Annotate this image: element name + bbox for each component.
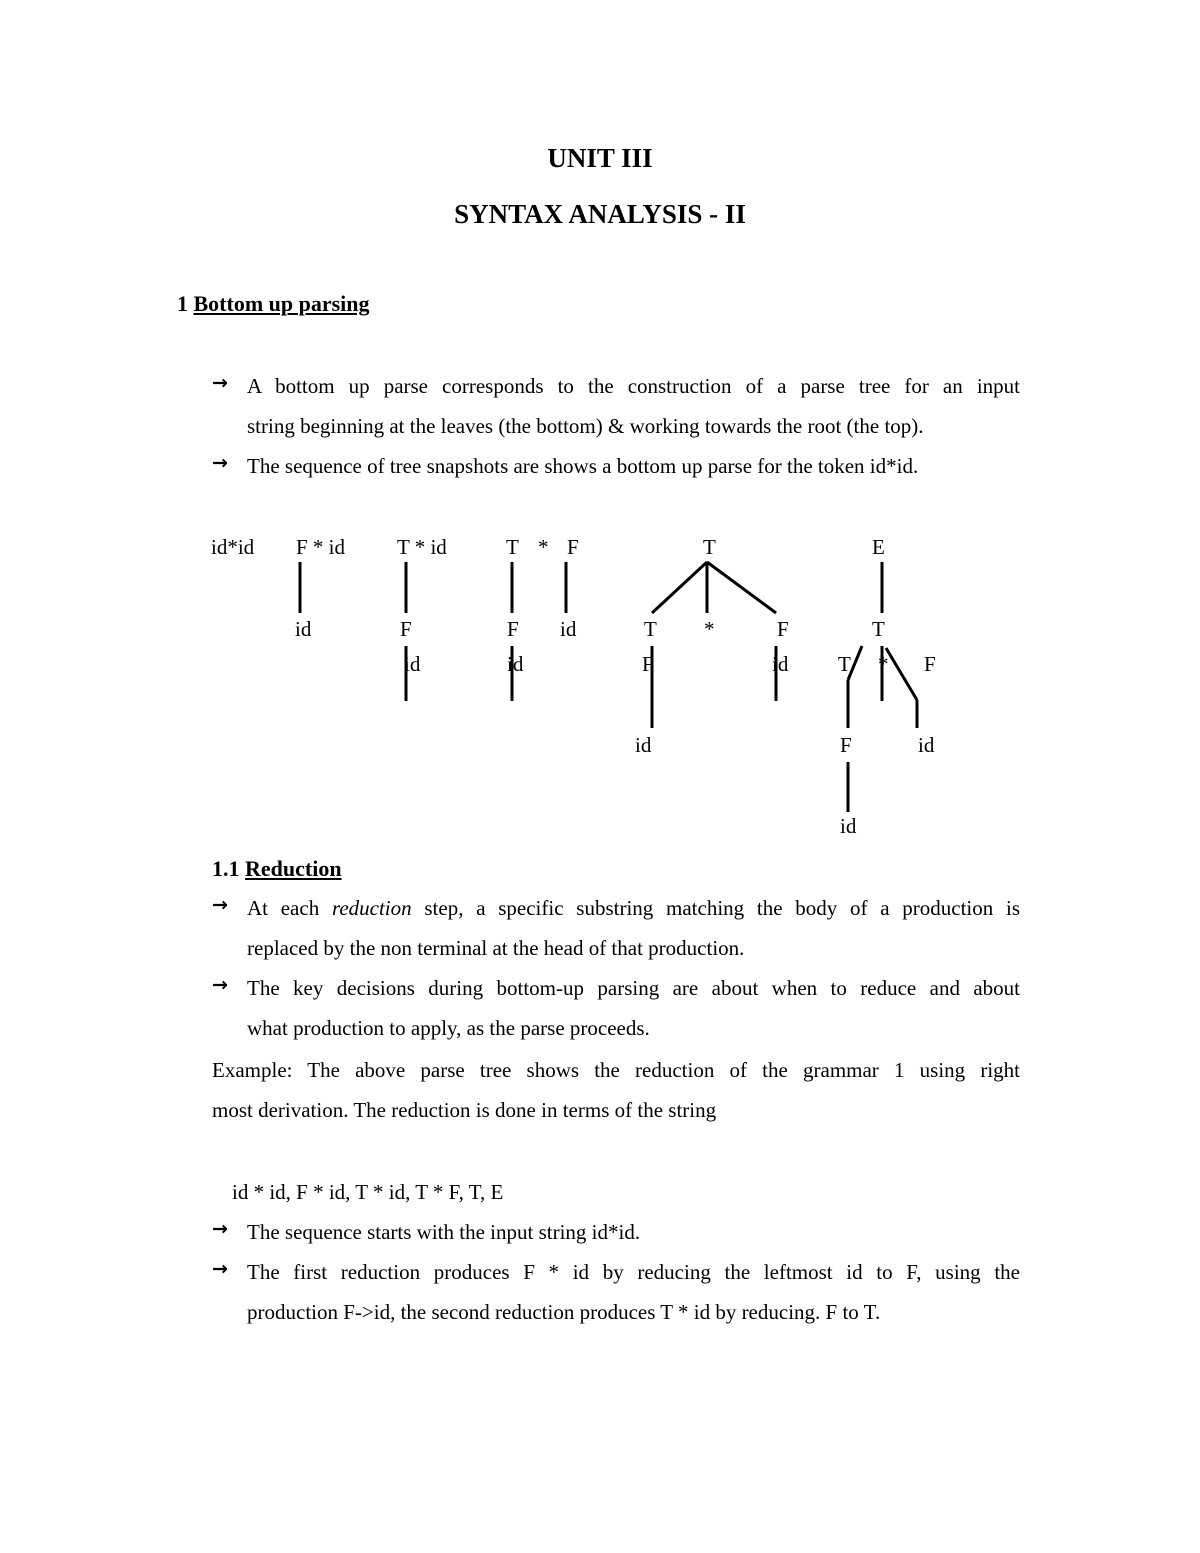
- node-label: F: [924, 652, 936, 676]
- node-label: F: [507, 617, 519, 641]
- bullet-text: At each reduction step, a specific substring matching the body of a production is: [247, 896, 1021, 920]
- node-label: id: [840, 814, 857, 838]
- bullet-text: A bottom up parse corresponds to the construction of a parse tree for an input: [247, 374, 1020, 398]
- arrow-right-icon: →: [212, 452, 228, 474]
- arrow-right-icon: →: [212, 1218, 228, 1240]
- node-label: T * id: [397, 535, 447, 559]
- node-label: id: [295, 617, 312, 641]
- section-number: 1: [177, 291, 188, 316]
- node-label: T: [838, 652, 851, 676]
- arrow-right-icon: →: [212, 894, 228, 916]
- bullet-text: The sequence of tree snapshots are shows a bottom up parse for the token id*id.: [247, 454, 919, 478]
- bullet-text: what production to apply, as the parse proceeds.: [247, 1016, 650, 1040]
- bullet-text: The key decisions during bottom-up parsing are about when to reduce and about: [247, 976, 1020, 1000]
- arrow-right-icon: →: [212, 974, 228, 996]
- page-title: UNIT III: [547, 143, 653, 173]
- node-label: T: [703, 535, 716, 559]
- node-label: id: [772, 652, 789, 676]
- node-label: F * id: [296, 535, 346, 559]
- section-title: Bottom up parsing: [193, 291, 370, 316]
- tree-edge: [652, 562, 707, 613]
- node-label: F: [840, 733, 852, 757]
- node-label: F: [400, 617, 412, 641]
- section-title: Reduction: [245, 856, 342, 881]
- tree-edge: [886, 648, 917, 700]
- node-label: T: [506, 535, 519, 559]
- node-label: id*id: [211, 535, 255, 559]
- section-number: 1.1: [212, 856, 240, 881]
- bullet-text: The first reduction produces F * id by reducing the leftmost id to F, using the: [247, 1260, 1020, 1284]
- page-subtitle: SYNTAX ANALYSIS - II: [454, 199, 746, 229]
- node-label: *: [704, 617, 715, 641]
- node-label: T: [644, 617, 657, 641]
- arrow-right-icon: →: [212, 372, 228, 394]
- reduction-sequence: id * id, F * id, T * id, T * F, T, E: [232, 1180, 504, 1204]
- bullet-text: string beginning at the leaves (the bottom) & working towards the root (the top).: [247, 414, 924, 438]
- node-label: F: [777, 617, 789, 641]
- bullet-text: The sequence starts with the input string id*id.: [247, 1220, 641, 1244]
- bullet-text: replaced by the non terminal at the head of that production.: [247, 936, 745, 960]
- node-label: F: [642, 652, 654, 676]
- node-label: id: [404, 652, 421, 676]
- example-text: most derivation. The reduction is done in terms of the string: [212, 1098, 717, 1122]
- node-label: id: [560, 617, 577, 641]
- bullet-text: production F->id, the second reduction produces T * id by reducing. F to T.: [247, 1300, 881, 1324]
- node-label: id: [635, 733, 652, 757]
- arrow-right-icon: →: [212, 1258, 228, 1280]
- node-label: *: [538, 535, 549, 559]
- node-label: id: [918, 733, 935, 757]
- node-label: F: [567, 535, 579, 559]
- node-label: *: [878, 652, 889, 676]
- node-label: E: [872, 535, 885, 559]
- node-label: T: [872, 617, 885, 641]
- example-text: Example: The above parse tree shows the reduction of the grammar 1 using right: [212, 1058, 1020, 1082]
- node-label: id: [507, 652, 524, 676]
- section-1-1-heading: [212, 856, 342, 882]
- tree-edge: [707, 562, 776, 613]
